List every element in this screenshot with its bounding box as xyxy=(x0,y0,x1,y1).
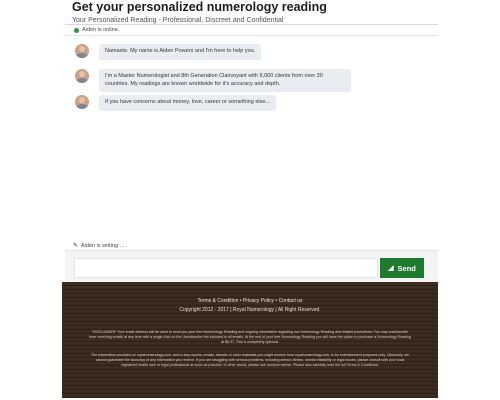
privacy-link[interactable]: Privacy Policy xyxy=(242,298,275,304)
advisor-avatar xyxy=(75,69,89,83)
message-input[interactable] xyxy=(74,258,378,278)
chat-message xyxy=(75,69,351,92)
terms-link[interactable]: Terms & Condition xyxy=(197,298,239,304)
message-composer xyxy=(65,250,438,282)
typing-text: Aiden is writing . . . xyxy=(81,242,128,249)
online-status-text: Aiden is online. xyxy=(82,27,120,33)
message-bubble: I'm a Master Numerologist and 8th Generation Clairvoyant with 9,000 clients from over 30 countries. My readings are known worldwide for it's accuracy and depth. xyxy=(99,69,351,92)
footer-links: Terms & Condition • Privacy Policy • Contact us xyxy=(197,298,303,304)
send-icon: ◢ xyxy=(388,265,394,272)
entertainment-disclaimer-text: The information provided on royalnumerology.com, and in any reports, emails, ebooks or other materials you might receive from royalnumerology.com, is for entertainment purposes only. Obviously, we cannot guarantee the accuracy of any information you receive. If you are struggling with serious problems, including serious illness, mental instability or legal issues, please consult with your local registered health care or legal professional as soon as possible. In other words, please use common sense. Please also carefully read the full Terms & Conditions. xyxy=(91,353,409,367)
chat-panel xyxy=(65,24,438,254)
page-title: Get your personalized numerology reading xyxy=(72,0,327,14)
page-footer xyxy=(62,282,438,398)
chat-message xyxy=(75,95,276,111)
page-subtitle: Your Personalized Reading - Professional, Discreet and Confidential xyxy=(72,17,284,24)
chat-status-bar xyxy=(65,24,438,36)
send-button[interactable] xyxy=(380,258,424,278)
message-bubble: Namaste. My name is Aiden Powers and I'm here to help you. xyxy=(99,44,261,60)
typing-indicator xyxy=(73,242,127,249)
message-bubble: If you have concerns about money, love, career or something else... xyxy=(99,95,276,111)
advisor-avatar xyxy=(75,44,89,58)
page-header xyxy=(72,0,442,25)
copyright-text: Copyright 2012 - 2017 | Royal Numerology | All Right Reserved. xyxy=(179,307,321,313)
pencil-icon: ✎ xyxy=(73,243,79,249)
send-label: Send xyxy=(397,263,416,273)
disclaimer-text: *DISCLAIMER: Your email address will be used to send you your free Numerology Reading and ongoing information regarding our Numerology Reading and related promotions. You may unsubscribe from receiving emails at any time with a single click on the Unsubscribe link included in all emails. At the end of your free Numerology Reading you will have the option to purchase a Numerology Reading at $6.97. This is completely optional. xyxy=(89,330,411,344)
advisor-avatar xyxy=(75,95,89,109)
online-status-icon xyxy=(74,28,79,33)
contact-link[interactable]: Contact us xyxy=(278,298,303,304)
chat-message xyxy=(75,44,261,60)
